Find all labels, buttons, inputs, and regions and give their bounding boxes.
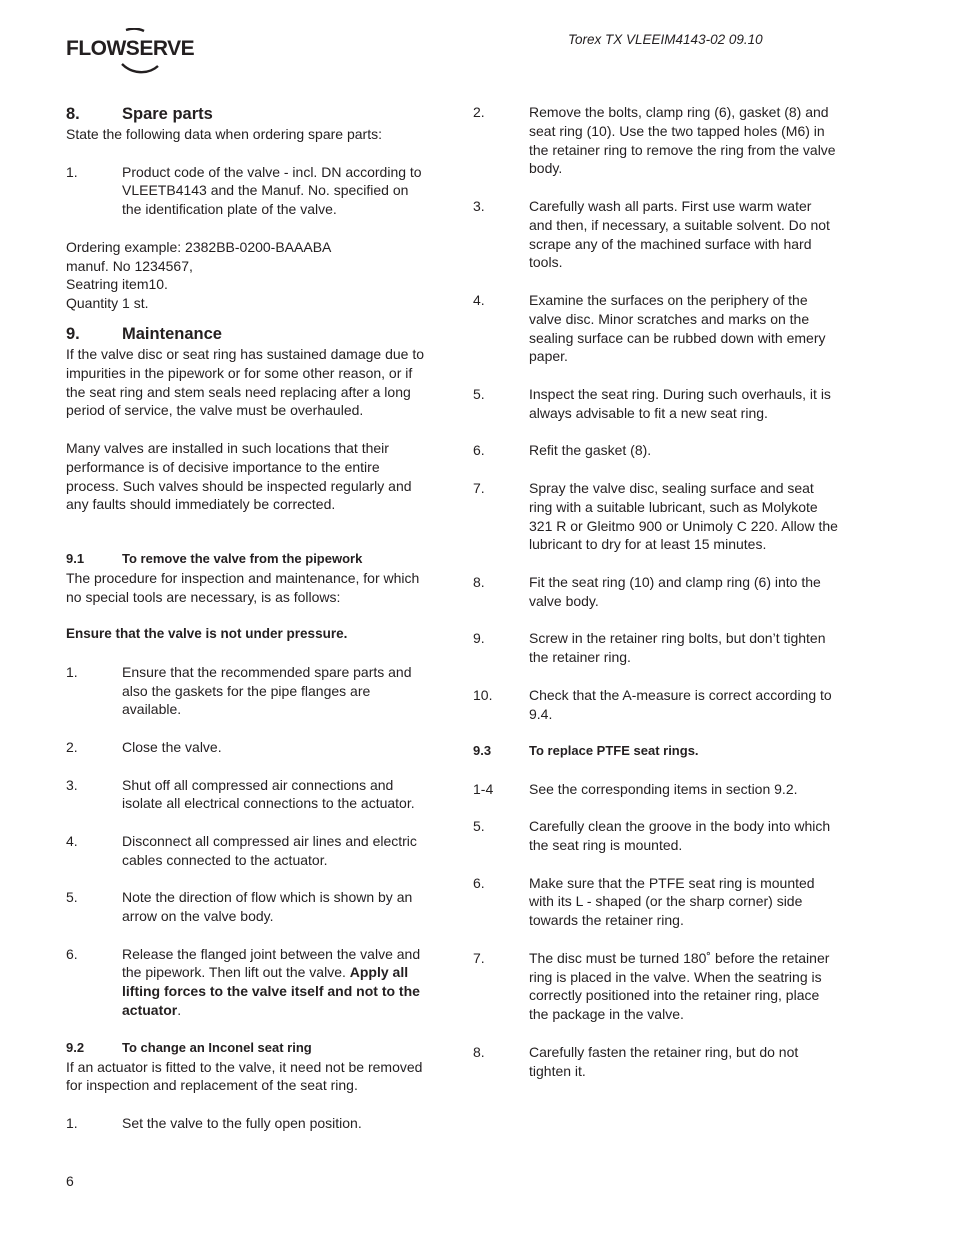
item-text-bold: Apply all lifting forces to the valve itself and not to the actuator xyxy=(122,964,420,1019)
maintenance-paragraph: Many valves are installed in such locations that their performance is of decisive importance to the entire process. Such valves should be inspected regularly and any faults should immediately be corrected. xyxy=(66,439,412,513)
ordering-example-line: Ordering example: 2382BB-0200-BAAABA xyxy=(66,238,332,255)
item-number: 5. xyxy=(66,889,78,906)
list-item xyxy=(66,888,426,926)
item-number: 1-4 xyxy=(473,780,494,797)
section-title: To remove the valve from the pipework xyxy=(122,550,363,566)
item-text-regular: Release the flanged joint between the valve and the pipework. Then lift out the valve. xyxy=(122,945,421,981)
item-text: Refit the gasket (8). xyxy=(529,442,652,459)
item-number: 1. xyxy=(66,1115,78,1132)
list-item xyxy=(66,776,426,814)
list-item xyxy=(473,817,838,855)
item-text-end: . xyxy=(177,1002,182,1019)
item-number: 4. xyxy=(66,832,78,849)
list-item xyxy=(66,163,426,219)
item-text: Inspect the seat ring. During such overhauls, it is always advisable to fit a new seat ring. xyxy=(529,385,831,421)
section-9-1-heading xyxy=(66,550,426,569)
section-number: 9.1 xyxy=(66,550,85,566)
item-number: 6. xyxy=(473,442,485,459)
list-item xyxy=(473,385,838,423)
section-9-2-intro: If an actuator is fitted to the valve, it need not be removed for inspection and replacement of the seat ring. xyxy=(66,1058,423,1094)
flowserve-logo xyxy=(66,28,195,74)
maintenance-paragraph: If the valve disc or seat ring has sustained damage due to impurities in the pipework or for some other reason, or if the seat ring and stem seals need replacing after a long period of service, the valve must be overhauled. xyxy=(66,345,424,419)
section-9-1-intro: The procedure for inspection and maintenance, for which no special tools are necessary, is as follows: xyxy=(66,569,420,605)
item-text: The disc must be turned 180˚ before the retainer ring is placed in the valve. When the seatring is correctly positioned into the retainer ring, place the package in the valve. xyxy=(529,949,830,1023)
item-number: 10. xyxy=(473,686,493,703)
list-item xyxy=(473,686,838,724)
item-text: Carefully fasten the retainer ring, but do not tighten it. xyxy=(529,1043,799,1079)
item-text: Ensure that the recommended spare parts and also the gaskets for the pipe flanges are available. xyxy=(122,663,412,718)
item-text: Examine the surfaces on the periphery of the valve disc. Minor scratches and marks on the sealing surface can be rubbed down with emery paper. xyxy=(529,291,826,365)
list-item xyxy=(473,874,838,930)
item-text: Close the valve. xyxy=(122,738,222,755)
ordering-example-line: Quantity 1 st. xyxy=(66,295,149,312)
item-text: Check that the A-measure is correct according to 9.4. xyxy=(529,686,832,722)
item-number: 3. xyxy=(473,197,485,214)
item-text: Carefully clean the groove in the body into which the seat ring is mounted. xyxy=(529,818,831,854)
item-text: Carefully wash all parts. First use warm water and then, if necessary, a suitable solvent. Do not scrape any of the machined surface with hard tools. xyxy=(529,197,830,271)
list-item xyxy=(66,738,426,757)
item-number: 8. xyxy=(473,573,485,590)
section-9-2-heading xyxy=(66,1039,426,1058)
item-number: 2. xyxy=(473,104,485,120)
item-text: Disconnect all compressed air lines and electric cables connected to the actuator. xyxy=(122,832,417,868)
list-item xyxy=(473,1043,838,1081)
list-item xyxy=(473,103,838,178)
pressure-warning: Ensure that the valve is not under pressure. xyxy=(66,626,348,642)
item-number: 3. xyxy=(66,776,78,793)
list-item xyxy=(473,441,838,460)
left-column xyxy=(66,103,426,1133)
list-item xyxy=(473,291,838,366)
item-text: Shut off all compressed air connections and isolate all electrical connections to the actuator. xyxy=(122,776,415,812)
section-title: To change an Inconel seat ring xyxy=(122,1039,312,1055)
item-text xyxy=(122,945,426,1020)
right-column xyxy=(473,103,838,1080)
section-8-heading xyxy=(66,103,426,125)
item-number: 4. xyxy=(473,291,485,308)
list-item xyxy=(473,479,838,554)
item-text: See the corresponding items in section 9.2. xyxy=(529,780,798,797)
section-title: Maintenance xyxy=(122,324,222,343)
list-item xyxy=(473,780,838,799)
list-item xyxy=(473,573,838,611)
item-number: 7. xyxy=(473,479,485,496)
section-number: 9.3 xyxy=(473,743,492,759)
list-item xyxy=(473,949,838,1024)
item-number: 6. xyxy=(66,945,78,962)
item-number: 8. xyxy=(473,1043,485,1060)
list-item xyxy=(473,629,838,667)
section-8-intro: State the following data when ordering spare parts: xyxy=(66,126,382,142)
logo-wordmark: FLOWSERVE xyxy=(66,37,195,60)
item-number: 1. xyxy=(66,663,78,680)
item-text: Product code of the valve - incl. DN according to VLEETB4143 and the Manuf. No. specified on the identification plate of the valve. xyxy=(122,163,422,218)
section-number: 9. xyxy=(66,324,80,343)
ordering-example-line: manuf. No 1234567, xyxy=(66,257,193,274)
list-item xyxy=(66,1114,426,1133)
list-item xyxy=(66,945,426,1020)
item-number: 7. xyxy=(473,949,485,966)
item-text: Screw in the retainer ring bolts, but don’t tighten the retainer ring. xyxy=(529,630,826,666)
item-number: 1. xyxy=(66,163,78,180)
item-text: Remove the bolts, clamp ring (6), gasket (8) and seat ring (10). Use the two tapped holes (M6) in the retainer ring to remove the ring from the valve body. xyxy=(529,104,836,177)
document-reference: Torex TX VLEEIM4143-02 09.10 xyxy=(568,32,763,47)
page-number: 6 xyxy=(66,1173,74,1189)
item-number: 9. xyxy=(473,630,485,647)
list-item xyxy=(66,832,426,870)
item-text: Set the valve to the fully open position. xyxy=(122,1115,362,1132)
item-number: 6. xyxy=(473,874,485,891)
section-number: 8. xyxy=(66,105,80,123)
item-text: Note the direction of flow which is shown by an arrow on the valve body. xyxy=(122,889,413,925)
ordering-example-line: Seatring item10. xyxy=(66,276,168,293)
section-title: Spare parts xyxy=(122,105,213,123)
item-text: Make sure that the PTFE seat ring is mounted with its L - shaped (or the sharp corner) side towards the retainer ring. xyxy=(529,874,815,929)
section-9-heading xyxy=(66,323,426,345)
section-title: To replace PTFE seat rings. xyxy=(529,743,699,759)
section-number: 9.2 xyxy=(66,1039,85,1055)
section-9-3-heading xyxy=(473,742,838,761)
item-number: 5. xyxy=(473,818,485,835)
item-number: 2. xyxy=(66,738,78,755)
item-number: 5. xyxy=(473,385,485,402)
list-item xyxy=(473,197,838,272)
item-text: Fit the seat ring (10) and clamp ring (6) into the valve body. xyxy=(529,573,821,609)
list-item xyxy=(66,663,426,719)
item-text: Spray the valve disc, sealing surface and seat ring with a suitable lubricant, such as Molykote 321 R or Gleitmo 900 or Unimoly C 220. Allow the lubricant to dry for at least 15 minutes. xyxy=(529,479,838,553)
